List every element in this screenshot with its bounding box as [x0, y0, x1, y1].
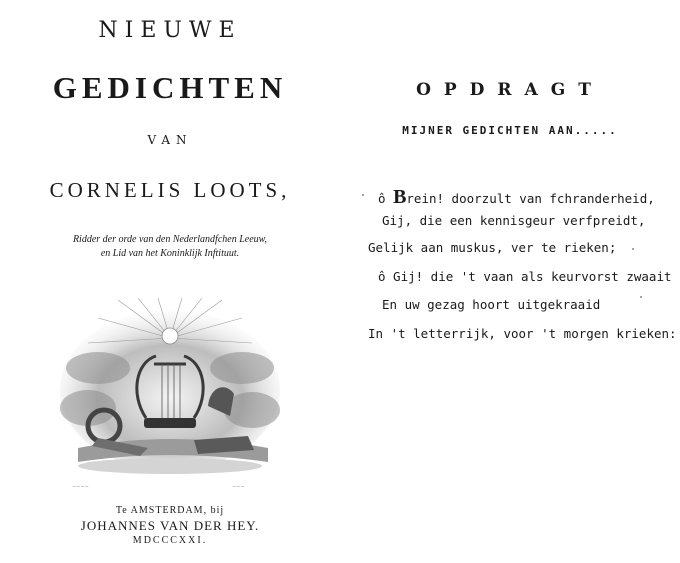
verse-line-2: Gij, die een kennisgeur verfpreidt, — [382, 213, 646, 228]
author-name: CORNELIS LOOTS, — [49, 178, 291, 202]
title-nieuwe: NIEUWE — [98, 18, 242, 43]
publication-year: MDCCCXXI. — [132, 535, 208, 546]
engraver-signature-right: ~~~ — [232, 484, 245, 490]
dedication-title: OPDRAGT — [416, 80, 604, 100]
verse-line-4: ô Gij! die 't vaan als keurvorst zwaait — [378, 269, 672, 284]
verse-initial: B — [393, 186, 407, 208]
dedication-page — [340, 0, 680, 563]
verse-line-5: En uw gezag hoort uitgekraaid — [382, 297, 601, 312]
lyre-vignette-engraving — [58, 298, 282, 474]
author-credential-2: en Lid van het Koninklijk Inftituut. — [100, 248, 240, 259]
engraver-signature-left: ~~~~ — [72, 484, 89, 490]
speck — [362, 194, 364, 196]
dedication-subtitle: MIJNER GEDICHTEN AAN..... — [402, 124, 618, 137]
speck — [640, 296, 642, 298]
verse-line-1: ô Brein! doorzult van fchranderheid, — [378, 186, 655, 208]
verse-line-3: Gelijk aan muskus, ver te rieken; — [368, 240, 617, 255]
verse-line-6: In 't letterrijk, voor 't morgen krieken: — [368, 326, 677, 341]
speck — [632, 248, 634, 250]
title-van: VAN — [147, 133, 193, 147]
publisher-name: JOHANNES VAN DER HEY. — [80, 518, 260, 533]
publisher-place: Te AMSTERDAM, bij — [115, 505, 225, 516]
author-credential-1: Ridder der orde van den Nederlandfchen Leeuw, — [72, 234, 268, 245]
title-gedichten: GEDICHTEN — [52, 70, 288, 105]
